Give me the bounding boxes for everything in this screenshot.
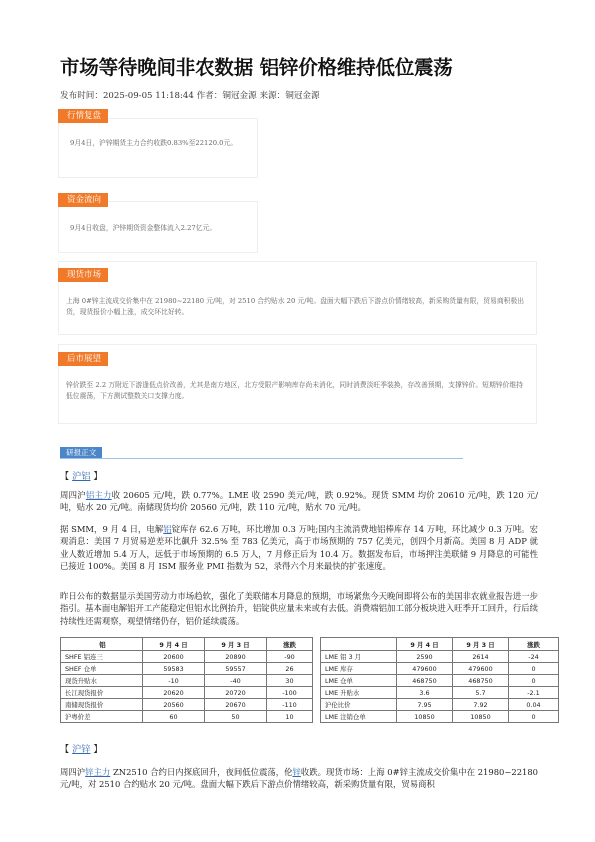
article-meta: 发布时间：2025-09-05 11:18:44 作者：铜冠金源 来源：铜冠金源 [60, 91, 320, 101]
badge-market-review: 行情复盘 [58, 109, 108, 123]
bracket-close: 】 [93, 471, 103, 482]
summary-text-outlook: 锌价跌至 2.2 万附近下游逢低点价改善，尤其是南方地区，北方受限产影响库存尚未消化，同时消费淡旺季装换，存改善预期，支撑锌价。短期锌价维持低位震荡，下方测试整数关口支撑力度。 [66, 381, 523, 400]
table-row: 沪粤价差 60 50 10 LME 注销仓单 10850 10850 0 [61, 711, 559, 723]
table-header-row: 铝 9 月 4 日 9 月 3 日 涨跌 9 月 4 日 9 月 3 日 涨跌 [61, 638, 559, 651]
aluminum-link-inline[interactable]: 铝 [163, 524, 172, 534]
aluminum-outlook-paragraph: 昨日公布的数据显示美国劳动力市场趋软，强化了美联储本月降息的预期，市场紧焦今天晚间即将公布的美国非农就业报告进一步指引。基本面电解铝开工产能稳定但铝水比例抬升，铝锭供应量未来或有去低。消费端铝加工部分板块进入旺季开工回升，行后续持续性还需观察，观望情绪仍存，铝价延续震荡。 [60, 591, 538, 626]
research-divider [60, 458, 463, 459]
bracket-close: 】 [93, 744, 103, 755]
table-row: SHFE 铝连三 20600 20890 -90 LME 铝 3 月 2590 2614 -24 [61, 651, 559, 663]
table-row: 长江现货报价 20620 20720 -100 LME 升贴水 3.6 5.7 -2.1 [61, 687, 559, 699]
research-label: 研报正文 [60, 447, 102, 458]
aluminum-data-table [60, 637, 559, 723]
badge-fund-flow: 资金流向 [58, 193, 108, 207]
bracket-open: 【 [60, 744, 70, 755]
table-row: SHEF 仓单 59583 59557 26 LME 库存 479600 479600 0 [61, 663, 559, 675]
aluminum-link[interactable]: 沪铝 [72, 471, 91, 482]
lme-zinc-link[interactable]: 锌 [292, 767, 301, 777]
summary-text-fund-flow: 9月4日收盘，沪锌期货资金整体流入2.27亿元。 [70, 224, 217, 232]
badge-spot-market: 现货市场 [58, 268, 108, 282]
badge-outlook: 后市展望 [58, 352, 108, 366]
zinc-price-paragraph: 周四沪锌主力 ZN2510 合约日内探底回升，夜间低位震荡，伦锌收跌。现货市场：上海 0#锌主流成交价集中在 21980~22180 元/吨，对 2510 合约贴水 20 元/吨。盘面大幅下跌后下游点价情绪较高，新采购货量有限，贸易商积 [60, 767, 538, 790]
zinc-link[interactable]: 沪锌 [72, 744, 91, 755]
aluminum-price-paragraph: 周四沪铝主力收 20605 元/吨，跌 0.77%。LME 收 2590 美元/吨，跌 0.92%。现货 SMM 均价 20610 元/吨，跌 120 元/吨，贴水 20 元/吨。南储现货均价 20560 元/吨，跌 110 元/吨，贴水 70 元/吨。 [60, 490, 539, 513]
aluminum-main-contract-link[interactable]: 铝主力 [85, 490, 112, 500]
summary-text-spot-market: 上海 0#锌主流成交价集中在 21980~22180 元/吨，对 2510 合约贴水 20 元/吨。盘面大幅下跌后下游点价情绪较高，新采购货量有限，贸易商积极出货，现货报价小幅上涨，成交环比好转。 [66, 297, 525, 316]
table-row: 南储现货报价 20560 20670 -110 沪伦比价 7.95 7.92 0.04 [61, 699, 559, 711]
aluminum-inventory-paragraph: 据 SMM，9 月 4 日，电解铝锭库存 62.6 万吨，环比增加 0.3 万吨;国内主流消费地铝棒库存 14 万吨，环比减少 0.3 万吨。宏观消息：美国 7 月贸易逆差环比飙升 32.5% 至 783 亿美元，高于市场预期的 757 亿美元，创四个月新高。美国 8 月 ADP 就业人数近增加 5.4 万人，远低于市场预期的 6.5 万人，7 月修正后为 10.4 万。数据发布后，市场押注美联储 9 月降息的可能性已接近 100%。美国 8 月 ISM 服务业 PMI 指数为 52，录得六个月来最快的扩张速度。 [60, 524, 539, 571]
summary-text-market-review: 9月4日，沪锌期货主力合约收跌0.83%至22120.0元。 [70, 139, 238, 147]
table-row: 现货升贴水 -10 -40 30 LME 仓单 468750 468750 0 [61, 675, 559, 687]
article-title: 市场等待晚间非农数据 铝锌价格维持低位震荡 [60, 56, 453, 79]
zinc-main-contract-link[interactable]: 锌主力 [85, 767, 111, 777]
section-heading-aluminum [60, 468, 103, 482]
section-heading-zinc [60, 741, 103, 755]
bracket-open: 【 [60, 471, 70, 482]
